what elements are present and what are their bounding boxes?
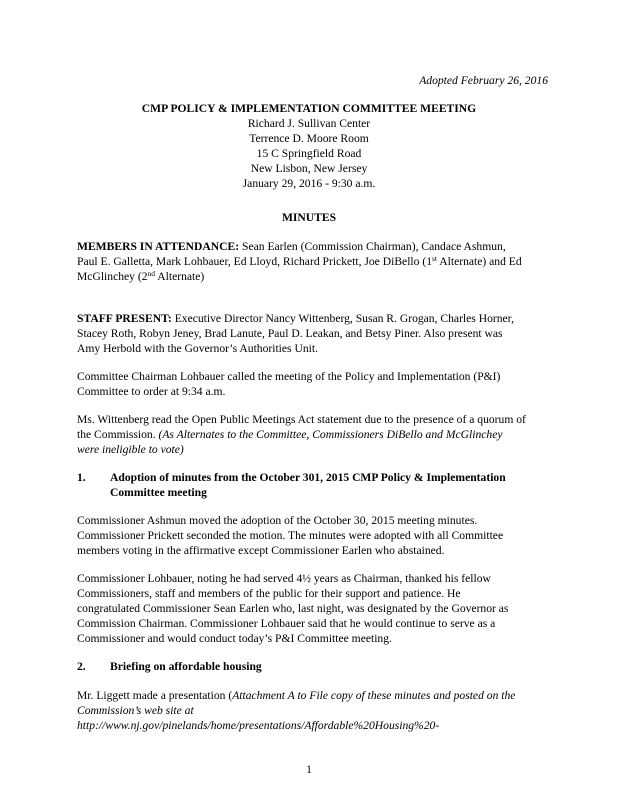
- opma-line-2: the Commission. (As Alternates to the Committee, Commissioners DiBello and McGlinchey: [77, 428, 503, 441]
- minutes-heading: MINUTES: [281, 211, 337, 224]
- city: New Lisbon, New Jersey: [250, 162, 368, 175]
- section-1-p1-line-3: members voting in the affirmative except Commissioner Earlen who abstained.: [77, 544, 445, 557]
- section-2-heading: Briefing on affordable housing: [110, 660, 262, 673]
- staff-label: STAFF PRESENT:: [77, 312, 172, 325]
- call-to-order-line-2: Committee to order at 9:34 a.m.: [77, 385, 226, 398]
- page-number: 1: [306, 763, 312, 776]
- meeting-title: CMP POLICY & IMPLEMENTATION COMMITTEE MEETING: [141, 102, 477, 115]
- section-1-number: 1.: [77, 471, 86, 484]
- section-2-p1-line-1: Mr. Liggett made a presentation (Attachment A to File copy of these minutes and posted on the: [77, 689, 516, 702]
- members-line-2: Paul E. Galletta, Mark Lohbauer, Ed Lloyd, Richard Prickett, Joe DiBello (1st Alternate) and Ed: [77, 254, 522, 268]
- members-line-3: McGlinchey (2nd Alternate): [77, 269, 205, 283]
- staff-line-2: Stacey Roth, Robyn Jeney, Brad Lanute, Paul D. Leakan, and Betsy Piner. Also present was: [77, 327, 503, 340]
- section-1-heading-2: Committee meeting: [110, 486, 207, 499]
- street: 15 C Springfield Road: [256, 147, 362, 160]
- staff-line-3: Amy Herbold with the Governor’s Authorities Unit.: [77, 342, 318, 355]
- members-label: MEMBERS IN ATTENDANCE:: [77, 240, 240, 253]
- staff-line-1: STAFF PRESENT: Executive Director Nancy Wittenberg, Susan R. Grogan, Charles Horner,: [77, 312, 514, 325]
- venue: Richard J. Sullivan Center: [247, 117, 371, 130]
- room: Terrence D. Moore Room: [249, 132, 369, 145]
- section-1-heading-1: Adoption of minutes from the October 301, 2015 CMP Policy & Implementation: [110, 471, 506, 484]
- section-2-number: 2.: [77, 660, 86, 673]
- section-1-p1-line-2: Commissioner Prickett seconded the motion. The minutes were adopted with all Committee: [77, 529, 504, 542]
- section-1-p2-line-2: Commissioners, staff and members of the public for their support and patience. He: [77, 587, 461, 600]
- section-1-p2-line-4: Commission Chairman. Commissioner Lohbauer said that he would continue to serve as a: [77, 617, 496, 630]
- call-to-order-line-1: Committee Chairman Lohbauer called the meeting of the Policy and Implementation (P&I): [77, 370, 501, 383]
- section-1-p2-line-3: congratulated Commissioner Sean Earlen who, last night, was designated by the Governor as: [77, 602, 509, 615]
- section-2-p1-line-2: Commission’s web site at: [77, 704, 194, 717]
- adopted-date: Adopted February 26, 2016: [419, 74, 548, 87]
- section-1-p2-line-1: Commissioner Lohbauer, noting he had served 4½ years as Chairman, thanked his fellow: [77, 572, 491, 585]
- opma-line-1: Ms. Wittenberg read the Open Public Meetings Act statement due to the presence of a quorum of: [77, 413, 526, 426]
- meeting-datetime: January 29, 2016 - 9:30 a.m.: [242, 177, 376, 190]
- opma-line-3: were ineligible to vote): [77, 443, 184, 456]
- section-2-p1-line-3: http://www.nj.gov/pinelands/home/presentations/Affordable%20Housing%20-: [77, 719, 440, 732]
- section-1-p2-line-5: Commissioner and would conduct today’s P&I Committee meeting.: [77, 632, 392, 645]
- section-1-p1-line-1: Commissioner Ashmun moved the adoption of the October 30, 2015 meeting minutes.: [77, 514, 478, 527]
- members-line-1: MEMBERS IN ATTENDANCE: Sean Earlen (Commission Chairman), Candace Ashmun,: [77, 240, 506, 253]
